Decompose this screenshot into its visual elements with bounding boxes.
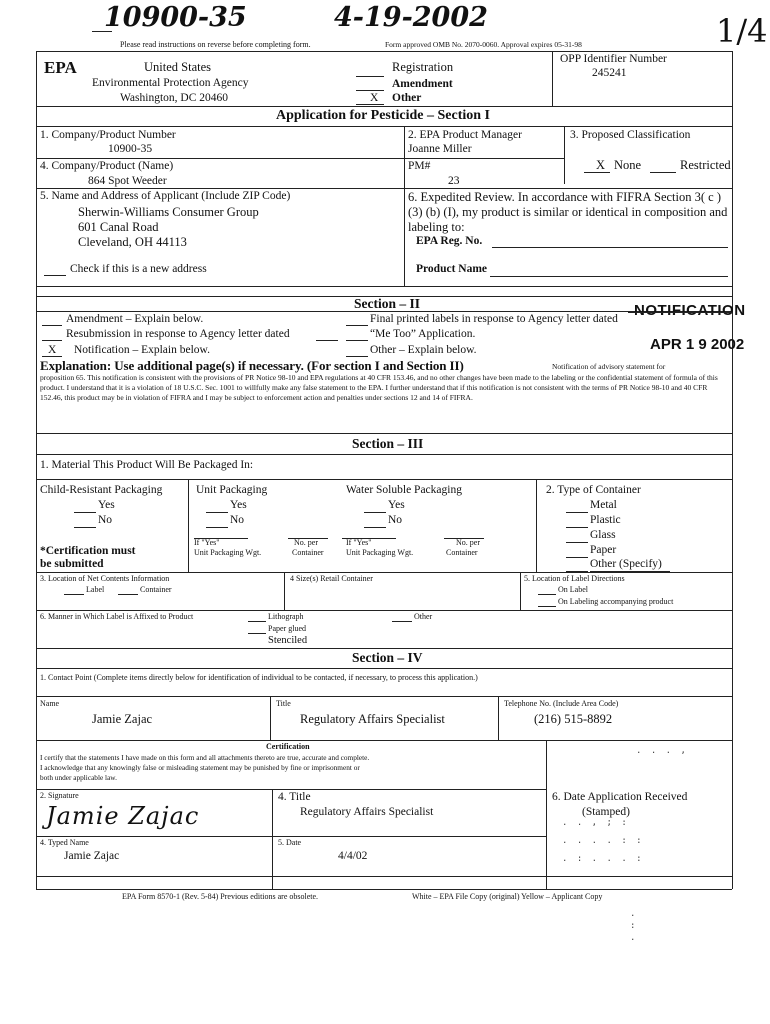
edge-specks: . : . xyxy=(630,909,638,943)
water-yes[interactable]: Yes xyxy=(388,499,405,511)
product-name2-label: Product Name xyxy=(416,263,488,275)
notification-mark: X xyxy=(48,344,57,356)
explanation-heading: Explanation: Use additional page(s) if necessary. (For section I and Section II) xyxy=(40,358,464,373)
net-contents-label: 3. Location of Net Contents Information xyxy=(40,574,170,583)
label-directions-label: 5. Location of Label Directions xyxy=(524,574,625,583)
handwritten-page-number: 1/4 xyxy=(716,12,768,50)
material-label: 1. Material This Product Will Be Packaged In: xyxy=(40,459,254,471)
title2-label: 4. Title xyxy=(278,791,311,803)
applicant-line3: Cleveland, OH 44113 xyxy=(78,235,187,249)
agency-name: Environmental Protection Agency xyxy=(92,77,249,89)
form-number: EPA Form 8570-1 (Rev. 5-84) Previous editions are obsolete. xyxy=(122,892,319,901)
new-address-checkbox[interactable]: Check if this is a new address xyxy=(70,263,207,275)
class-none: None xyxy=(614,158,642,172)
unit-packaging-wgt: Unit Packaging Wgt. xyxy=(194,548,262,557)
crp-yes[interactable]: Yes xyxy=(98,499,115,511)
typed-name-label: 4. Typed Name xyxy=(40,838,89,847)
typed-name-value: Jamie Zajac xyxy=(64,850,120,862)
lithograph-option[interactable]: Lithograph xyxy=(268,612,304,621)
explanation-body: proposition 65. This notification is consistent with the provisions of PR Notice 98-10 and EPA regulations at 40 CFR 153.46, and no other changes have been made to the labeling or the confidential statement of formula of this product. I understand that it is a violation of 18 U.S.C. Sec. 1001 to willfully make any false statement to the EPA. I further understand that if this notification is not consistent with the terms of PR Notice 98-10 and 40 CFR 152.46, this product may be in violation of FIFRA and I may be subject to enforcement action and penalties under sections 12 and 14 of FIFRA. xyxy=(40,373,718,402)
product-name-label: 4. Company/Product (Name) xyxy=(40,160,174,172)
epa-reg-label: EPA Reg. No. xyxy=(416,235,483,247)
cert-must: *Certification must xyxy=(40,545,136,557)
amendment-option[interactable]: Amendment – Explain below. xyxy=(66,313,204,325)
section4-title: Section – IV xyxy=(352,650,423,665)
other-option[interactable]: Other – Explain below. xyxy=(370,344,477,356)
contact-title-label: Title xyxy=(276,699,291,708)
phone-label: Telephone No. (Include Area Code) xyxy=(504,699,619,708)
container-type-label: 2. Type of Container xyxy=(546,484,641,496)
sizes-label: 4 Size(s) Retail Container xyxy=(290,574,373,583)
crp-no[interactable]: No xyxy=(98,514,113,526)
date-label: 5. Date xyxy=(278,838,302,847)
pm-number-label: PM# xyxy=(408,160,431,172)
container-metal[interactable]: Metal xyxy=(590,499,617,511)
omb-note: Form approved OMB No. 2070-0060. Approval expires 05-31-98 xyxy=(385,40,582,49)
notification-stamp-title: NOTIFICATION xyxy=(634,302,746,319)
stamp-specks-4: . : . . . : xyxy=(562,854,644,864)
signature-label: 2. Signature xyxy=(40,791,79,800)
phone-value: (216) 515-8892 xyxy=(534,712,613,726)
contact-title-value: Regulatory Affairs Specialist xyxy=(300,712,445,726)
certification-line3: both under applicable law. xyxy=(40,773,117,782)
notification-option[interactable]: Notification – Explain below. xyxy=(74,344,210,356)
contact-name-value: Jamie Zajac xyxy=(92,712,153,726)
classification-label: 3. Proposed Classification xyxy=(570,129,691,141)
water-soluble-label: Water Soluble Packaging xyxy=(346,484,462,496)
agency-country: United States xyxy=(144,60,212,74)
paper-glued-option[interactable]: Paper glued xyxy=(268,624,306,633)
title2-value: Regulatory Affairs Specialist xyxy=(300,806,434,818)
crp-label: Child-Resistant Packaging xyxy=(40,484,163,496)
option-other: Other xyxy=(392,92,422,104)
applicant-line1: Sherwin-Williams Consumer Group xyxy=(78,205,259,219)
on-labeling-option[interactable]: On Labeling accompanying product xyxy=(558,597,674,606)
company-number-value: 10900-35 xyxy=(108,143,153,155)
certification-heading: Certification xyxy=(266,742,310,751)
form-title: Application for Pesticide – Section I xyxy=(276,108,491,123)
product-manager-value: Joanne Miller xyxy=(408,143,472,155)
handwritten-date: 4-19-2002 xyxy=(334,2,488,33)
container-other[interactable]: Other (Specify) xyxy=(590,558,662,570)
container-paper[interactable]: Paper xyxy=(590,544,617,556)
contact-point-label: 1. Contact Point (Complete items directly below for identification of individual to be contacted, if necessary, to process this application.) xyxy=(40,673,478,682)
applicant-label: 5. Name and Address of Applicant (Include ZIP Code) xyxy=(40,190,291,202)
on-label-option[interactable]: On Label xyxy=(558,585,588,594)
explanation-lead: Notification of advisory statement for xyxy=(552,362,666,371)
be-submitted: be submitted xyxy=(40,558,104,570)
water-if-yes: If "Yes" xyxy=(346,538,372,547)
water-packaging-wgt: Unit Packaging Wgt. xyxy=(346,548,414,557)
other-affix-option[interactable]: Other xyxy=(414,612,433,621)
me-too-option[interactable]: “Me Too” Application. xyxy=(370,328,476,340)
section3-title: Section – III xyxy=(352,436,424,451)
applicant-line2: 601 Canal Road xyxy=(78,220,159,234)
final-labels-option[interactable]: Final printed labels in response to Agency letter dated xyxy=(370,313,618,325)
copy-distribution: White – EPA File Copy (original) Yellow – Applicant Copy xyxy=(412,892,603,901)
option-amendment: Amendment xyxy=(392,78,453,90)
unit-yes[interactable]: Yes xyxy=(230,499,247,511)
class-restricted: Restricted xyxy=(680,158,731,172)
pm-number-value: 23 xyxy=(448,175,460,187)
company-number-label: 1. Company/Product Number xyxy=(40,129,176,141)
unit-packaging-label: Unit Packaging xyxy=(196,484,268,496)
certification-line2: I acknowledge that any knowingly false or misleading statement may be punished by fine or imprisonment or xyxy=(40,763,360,772)
manner-label: 6. Manner in Which Label is Affixed to Product xyxy=(40,612,194,621)
stamp-specks-1: . . . , xyxy=(636,746,688,756)
date-received-label: 6. Date Application Received xyxy=(552,791,688,803)
container-plastic[interactable]: Plastic xyxy=(590,514,621,526)
container-glass[interactable]: Glass xyxy=(590,529,616,541)
instructions-note: Please read instructions on reverse before completing form. xyxy=(120,40,311,49)
class-none-mark: X xyxy=(596,158,606,172)
unit-no[interactable]: No xyxy=(230,514,245,526)
net-label-option[interactable]: Label xyxy=(86,585,105,594)
stamp-specks-3: . . . . : : xyxy=(562,836,644,846)
unit-no-per: No. per xyxy=(294,538,318,547)
opp-value: 245241 xyxy=(592,67,627,79)
option-registration: Registration xyxy=(392,60,454,74)
stamp-specks-2: . . , ; : xyxy=(562,818,629,828)
water-container: Container xyxy=(446,548,478,557)
product-manager-label: 2. EPA Product Manager xyxy=(408,129,522,141)
unit-if-yes: If "Yes" xyxy=(194,538,220,547)
stenciled-option[interactable]: Stenciled xyxy=(268,635,308,646)
date-value: 4/4/02 xyxy=(338,850,368,862)
expedited-review-text: 6. Expedited Review. In accordance with FIFRA Section 3( c ) (3) (b) (I), my product is similar or identical in composition and labeling to: xyxy=(408,190,728,234)
notification-stamp-date: APR 1 9 2002 xyxy=(650,336,745,353)
water-no-per: No. per xyxy=(456,538,480,547)
option-other-mark: X xyxy=(370,92,379,104)
product-name-value: 864 Spot Weeder xyxy=(88,175,167,187)
water-no[interactable]: No xyxy=(388,514,403,526)
agency-address: Washington, DC 20460 xyxy=(120,92,229,104)
certification-line1: I certify that the statements I have made on this form and all attachments thereto are true, accurate and complete. xyxy=(40,753,370,762)
contact-name-label: Name xyxy=(40,699,60,708)
handwritten-reg-number: 10900-35 xyxy=(104,2,247,33)
stamped-label: (Stamped) xyxy=(582,806,630,818)
section2-title: Section – II xyxy=(354,296,421,311)
opp-label: OPP Identifier Number xyxy=(560,53,667,65)
agency-short: EPA xyxy=(44,58,77,77)
net-container-option[interactable]: Container xyxy=(140,585,172,594)
unit-container: Container xyxy=(292,548,324,557)
signature: Jamie Zajac xyxy=(46,802,200,830)
resubmission-option[interactable]: Resubmission in response to Agency letter dated xyxy=(66,328,290,340)
